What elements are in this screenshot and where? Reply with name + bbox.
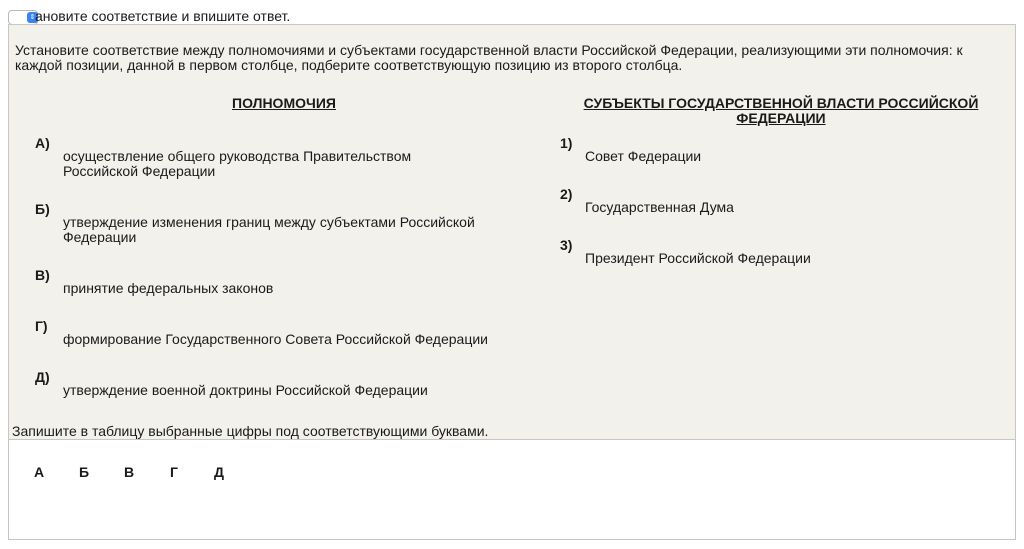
task-prompt: Установите соответствие между полномочиями и субъектами государственной власти Российской Федерации, реализующими эти полномочия: к каждой позиции, данной в первом столбце, подберите соответствующую позицию из второго столбца.: [15, 42, 963, 73]
task-selector-dropdown[interactable]: [8, 10, 38, 25]
right-item-number: 3): [560, 237, 573, 253]
left-item-letter: Г): [35, 318, 48, 334]
left-item-text: утверждение военной доктрины Российской Федерации: [63, 382, 428, 398]
answer-table[interactable]: [8, 440, 1016, 540]
chevron-updown-icon: ⇕: [27, 12, 38, 23]
answer-column-letter: Д: [214, 464, 224, 480]
left-item-text: формирование Государственного Совета Российской Федерации: [63, 331, 488, 347]
left-item-letter: В): [35, 267, 50, 283]
answer-instruction: Запишите в таблицу выбранные цифры под соответствующими буквами.: [12, 423, 489, 439]
left-item-text: принятие федеральных законов: [63, 280, 274, 296]
right-item-number: 1): [560, 135, 573, 151]
task-panel: [8, 24, 1016, 440]
left-item-letter: Б): [35, 201, 50, 217]
right-item-text: Президент Российской Федерации: [585, 250, 811, 266]
left-item-letter: Д): [35, 369, 50, 385]
answer-column-letter: Б: [79, 464, 90, 480]
right-item-text: Совет Федерации: [585, 148, 702, 164]
left-column-header: ПОЛНОМОЧИЯ: [232, 95, 336, 111]
answer-column-letter: В: [124, 464, 135, 480]
left-item-text: осуществление общего руководства Правительством Российской Федерации: [63, 148, 412, 179]
answer-column-letter: А: [34, 464, 45, 480]
left-item-text: утверждение изменения границ между субъектами Российской Федерации: [63, 214, 475, 245]
answer-column-letter: Г: [170, 464, 178, 480]
top-instruction-text: ановите соответствие и впишите ответ.: [35, 8, 291, 24]
right-item-number: 2): [560, 186, 573, 202]
left-item-letter: А): [35, 135, 50, 151]
right-item-text: Государственная Дума: [585, 199, 734, 215]
right-column-header: СУБЪЕКТЫ ГОСУДАРСТВЕННОЙ ВЛАСТИ РОССИЙСКОЙ ФЕДЕРАЦИИ: [583, 95, 979, 126]
